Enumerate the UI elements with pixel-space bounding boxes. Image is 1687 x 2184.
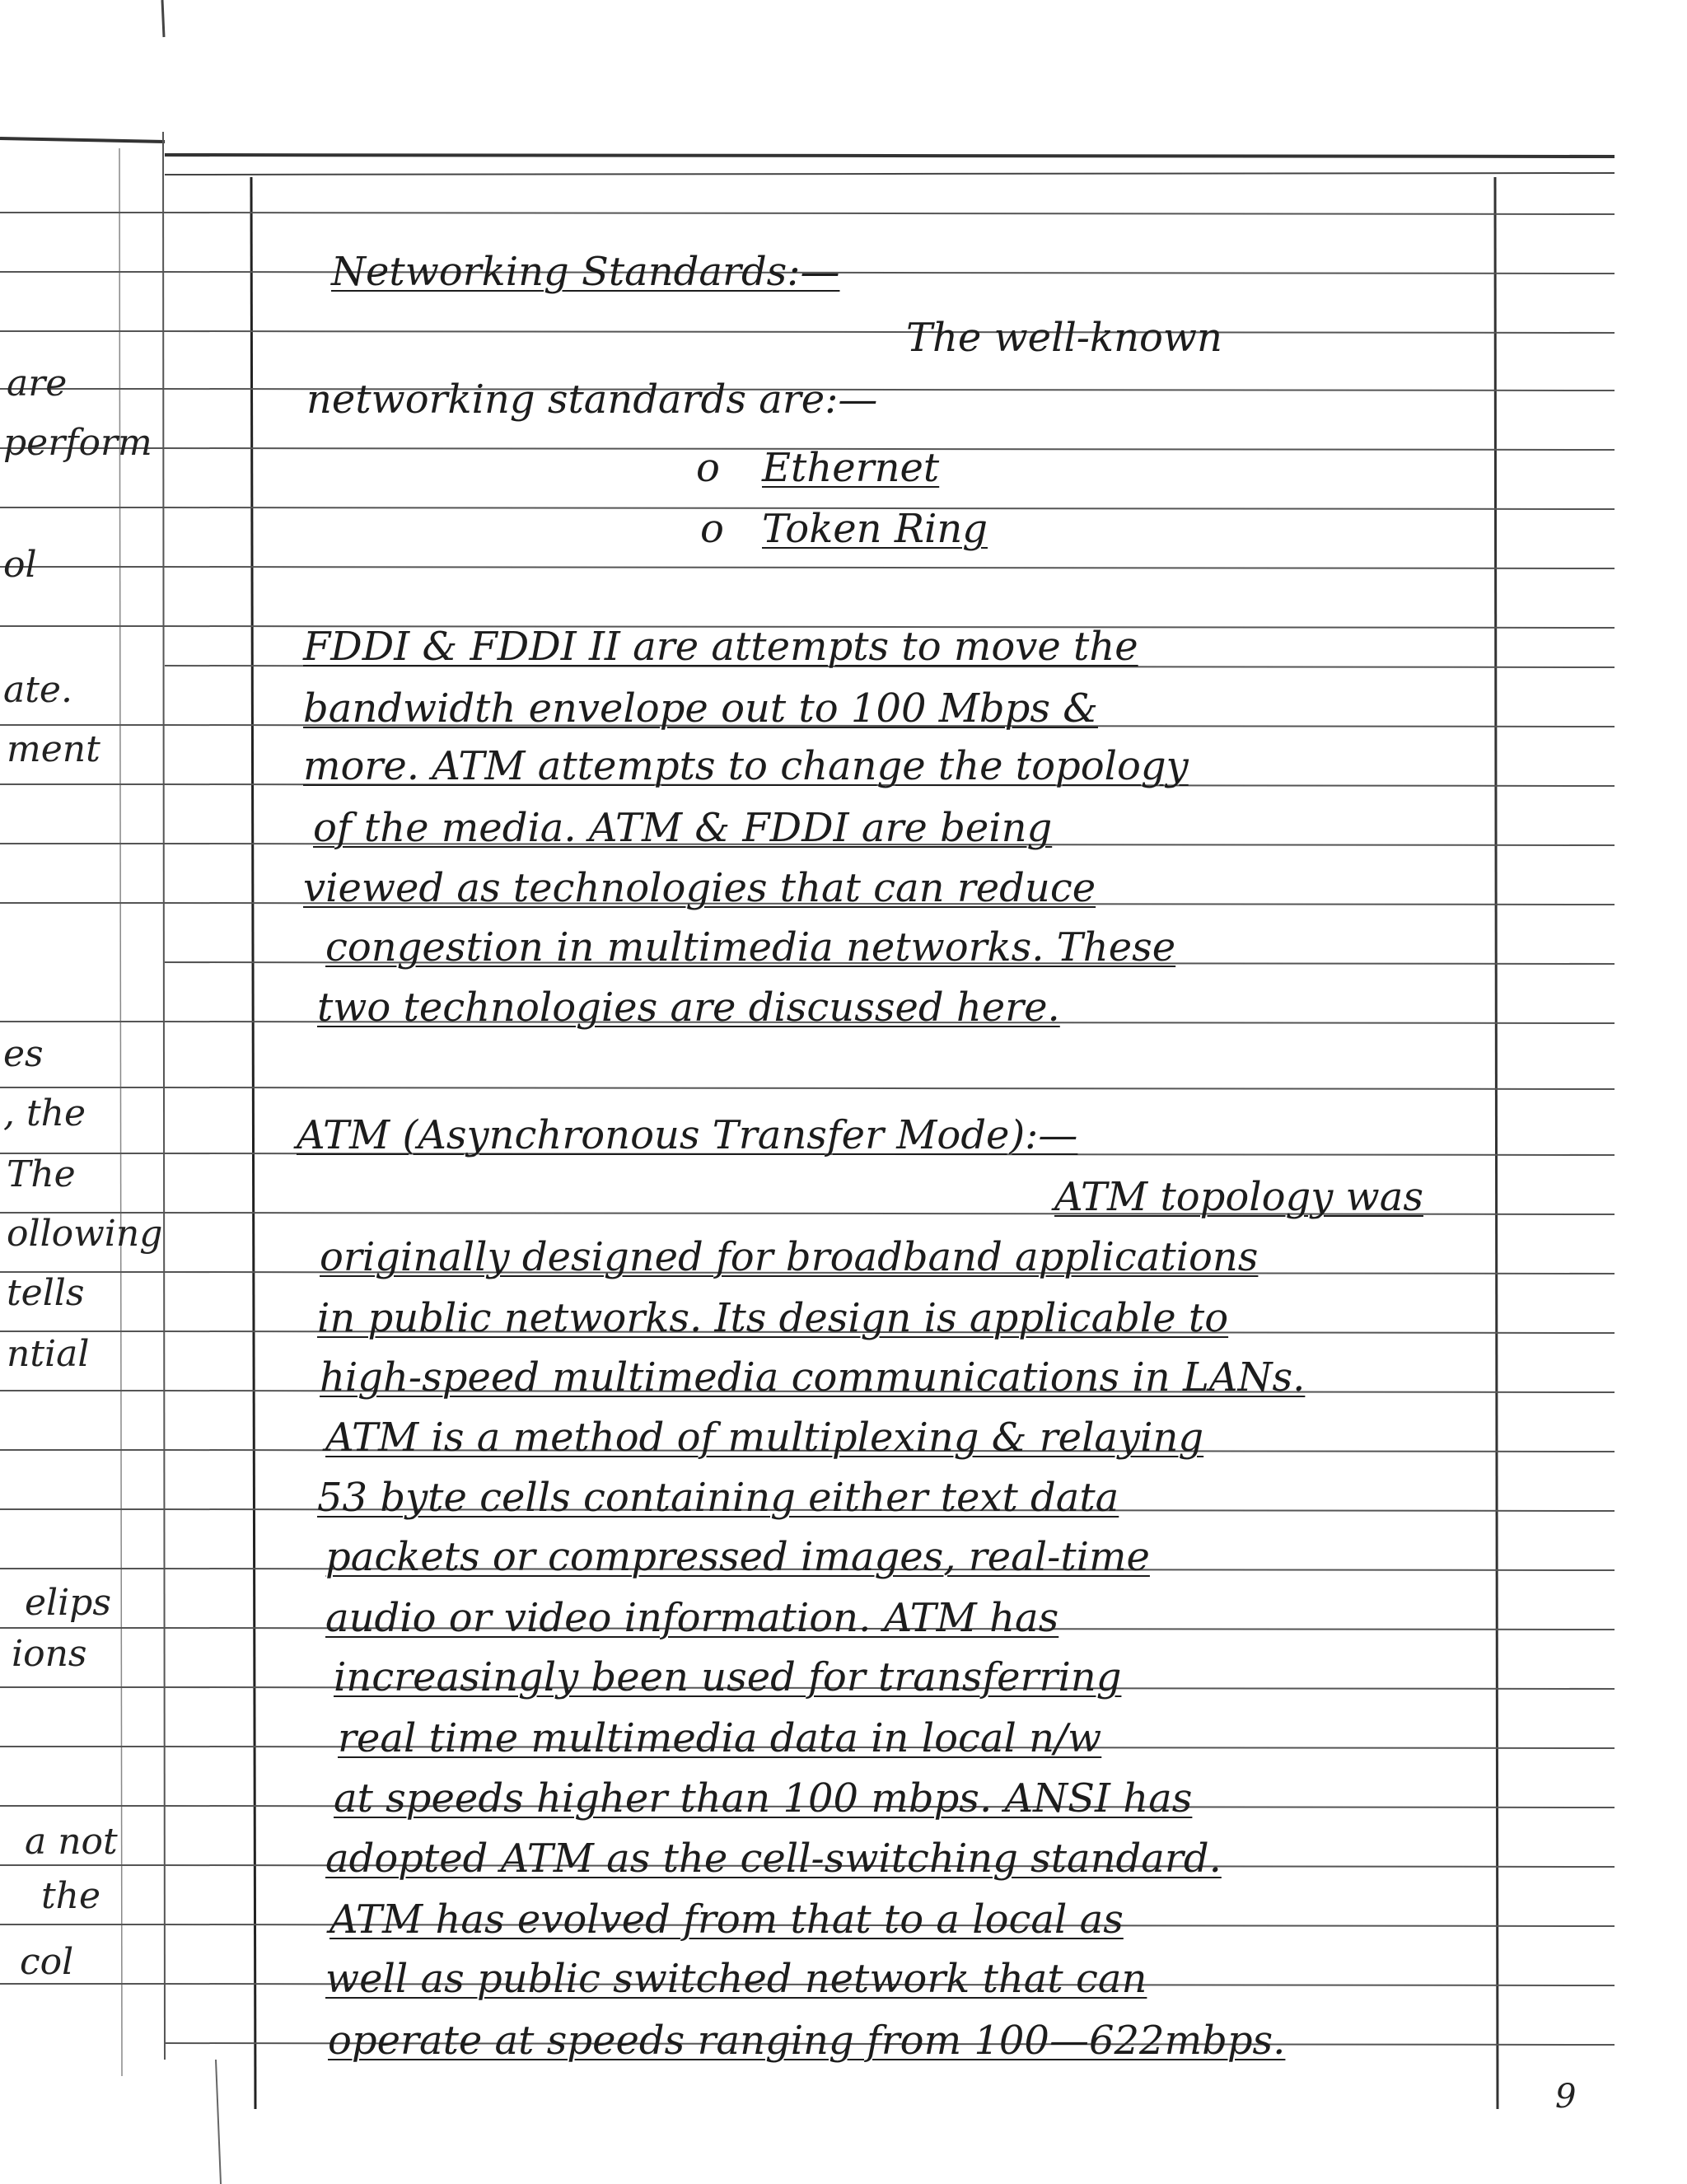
margin-fragment: ate. xyxy=(3,669,72,711)
section-heading: Networking Standards:— xyxy=(331,249,840,295)
page-number: 9 xyxy=(1555,2078,1577,2116)
margin-fragment: ions xyxy=(12,1633,87,1675)
margin-fragment: col xyxy=(20,1941,74,1983)
paragraph-line: of the media. ATM & FDDI are being xyxy=(313,805,1053,851)
paragraph-line: adopted ATM as the cell-switching standard. xyxy=(325,1836,1222,1882)
paragraph-line: ATM has evolved from that to a local as xyxy=(329,1896,1124,1943)
margin-fragment: elips xyxy=(25,1582,111,1624)
margin-fragment: are xyxy=(7,362,68,405)
paragraph-line: originally designed for broadband applications xyxy=(320,1234,1259,1280)
paragraph-line: ATM topology was xyxy=(1054,1174,1423,1220)
margin-fragment: a not xyxy=(25,1821,118,1863)
paragraph-line: well as public switched network that can xyxy=(325,1956,1147,2002)
paragraph-line: ATM is a method of multiplexing & relaying xyxy=(325,1415,1204,1461)
bullet-item: Ethernet xyxy=(762,445,940,491)
paragraph-line: two technologies are discussed here. xyxy=(317,984,1060,1031)
bullet-item: Token Ring xyxy=(762,506,988,552)
bullet-marker: o xyxy=(700,506,724,552)
paragraph-line: audio or video information. ATM has xyxy=(325,1595,1059,1641)
margin-fragment: perform xyxy=(3,422,152,464)
paragraph-line: real time multimedia data in local n/w xyxy=(338,1715,1102,1761)
paragraph-line: bandwidth envelope out to 100 Mbps & xyxy=(303,685,1098,732)
atm-heading: ATM (Asynchronous Transfer Mode):— xyxy=(297,1112,1078,1158)
margin-fragment: tells xyxy=(7,1272,85,1314)
paragraph-line: packets or compressed images, real-time xyxy=(325,1534,1150,1580)
paragraph-line: congestion in multimedia networks. These xyxy=(325,924,1176,970)
margin-fragment: the xyxy=(41,1875,101,1917)
paragraph-line: viewed as technologies that can reduce xyxy=(303,865,1096,911)
intro-line: The well-known xyxy=(906,315,1222,361)
margin-fragment: ntial xyxy=(7,1333,90,1375)
margin-fragment: The xyxy=(7,1153,76,1195)
paragraph-line: at speeds higher than 100 mbps. ANSI has xyxy=(334,1775,1193,1822)
paragraph-line: increasingly been used for transferring xyxy=(334,1654,1122,1700)
margin-fragment: ol xyxy=(3,544,37,586)
margin-fragment: ment xyxy=(7,728,100,770)
paragraph-line: 53 byte cells containing either text data xyxy=(317,1475,1119,1521)
paragraph-line: in public networks. Its design is applicable to xyxy=(317,1295,1229,1341)
paragraph-line: operate at speeds ranging from 100—622mbps. xyxy=(328,2018,1286,2064)
paragraph-line: more. ATM attempts to change the topology xyxy=(303,743,1189,789)
paragraph-line: high-speed multimedia communications in LANs. xyxy=(320,1354,1306,1401)
margin-fragment: ollowing xyxy=(7,1213,163,1255)
bullet-marker: o xyxy=(696,445,720,491)
paragraph-line: FDDI & FDDI II are attempts to move the xyxy=(303,624,1138,670)
margin-fragment: es xyxy=(3,1033,44,1075)
margin-fragment: , the xyxy=(3,1092,86,1134)
intro-line: networking standards are:— xyxy=(306,376,878,423)
